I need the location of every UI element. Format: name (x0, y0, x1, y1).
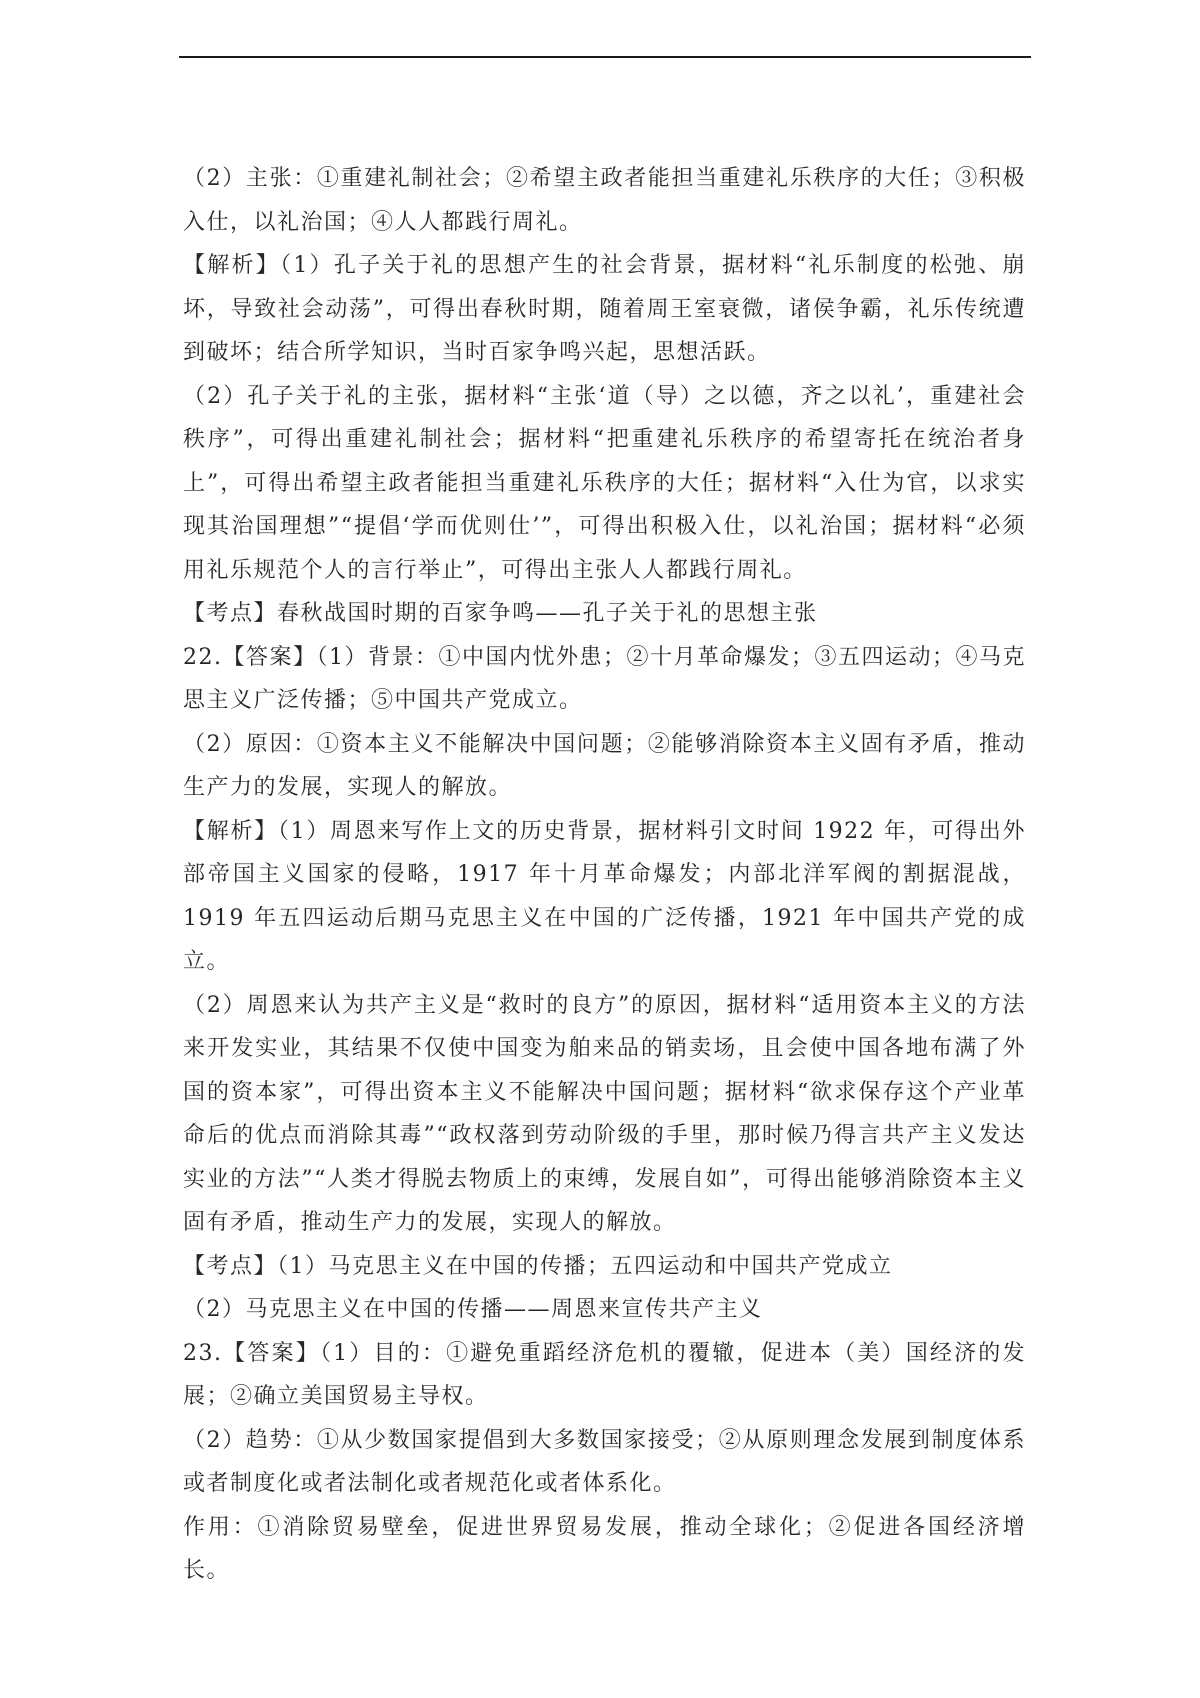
paragraph: 作用：①消除贸易壁垒，促进世界贸易发展，推动全球化；②促进各国经济增长。 (183, 1514, 1026, 1583)
paragraph: 23.【答案】（1）目的：①避免重蹈经济危机的覆辙，促进本（美）国经济的发展；②确立美国贸易主导权。 (183, 1340, 1026, 1409)
paragraph: （2）孔子关于礼的主张，据材料“主张‘道（导）之以德，齐之以礼’，重建社会秩序”，可得出重建礼制社会；据材料“把重建礼乐秩序的希望寄托在统治者身上”，可得出希望主政者能担当重建礼乐秩序的大任；据材料“入仕为官，以求实现其治国理想”“提倡‘学而优则仕’”，可得出积极入仕，以礼治国；据材料“必须用礼乐规范个人的言行举止”，可得出主张人人都践行周礼。 (183, 383, 1026, 583)
paragraph: 【解析】（1）周恩来写作上文的历史背景，据材料引文时间 1922 年，可得出外部帝国主义国家的侵略，1917 年十月革命爆发；内部北洋军阀的割据混战，1919 年五四运动后期马克思主义在中国的广泛传播，1921 年中国共产党的成立。 (183, 818, 1026, 974)
answer-content (183, 157, 1026, 1593)
paragraph: 【考点】（1）马克思主义在中国的传播；五四运动和中国共产党成立 (183, 1253, 893, 1279)
paragraph: 【考点】春秋战国时期的百家争鸣——孔子关于礼的思想主张 (183, 601, 818, 626)
paragraph: （2）趋势：①从少数国家提倡到大多数国家接受；②从原则理念发展到制度体系或者制度化或者法制化或者规范化或者体系化。 (183, 1427, 1026, 1496)
paragraph: （2）主张：①重建礼制社会；②希望主政者能担当重建礼乐秩序的大任；③积极入仕，以礼治国；④人人都践行周礼。 (183, 166, 1026, 235)
paragraph: 22.【答案】（1）背景：①中国内忧外患；②十月革命爆发；③五四运动；④马克思主义广泛传播；⑤中国共产党成立。 (183, 644, 1026, 713)
paragraph: （2）原因：①资本主义不能解决中国问题；②能够消除资本主义固有矛盾，推动生产力的发展，实现人的解放。 (183, 731, 1026, 800)
paragraph: （2）马克思主义在中国的传播——周恩来宣传共产主义 (183, 1297, 763, 1322)
header-rule (179, 56, 1031, 58)
paragraph: 【解析】（1）孔子关于礼的思想产生的社会背景，据材料“礼乐制度的松弛、崩坏，导致社会动荡”，可得出春秋时期，随着周王室衰微，诸侯争霸，礼乐传统遭到破坏；结合所学知识，当时百家争鸣兴起，思想活跃。 (183, 253, 1026, 365)
paragraph: （2）周恩来认为共产主义是“救时的良方”的原因，据材料“适用资本主义的方法来开发实业，其结果不仅使中国变为舶来品的销卖场，且会使中国各地布满了外国的资本家”，可得出资本主义不能解决中国问题；据材料“欲求保存这个产业革命后的优点而消除其毒”“政权落到劳动阶级的手里，那时候乃得言共产主义发达实业的方法”“人类才得脱去物质上的束缚，发展自如”，可得出能够消除资本主义固有矛盾，推动生产力的发展，实现人的解放。 (183, 992, 1026, 1235)
